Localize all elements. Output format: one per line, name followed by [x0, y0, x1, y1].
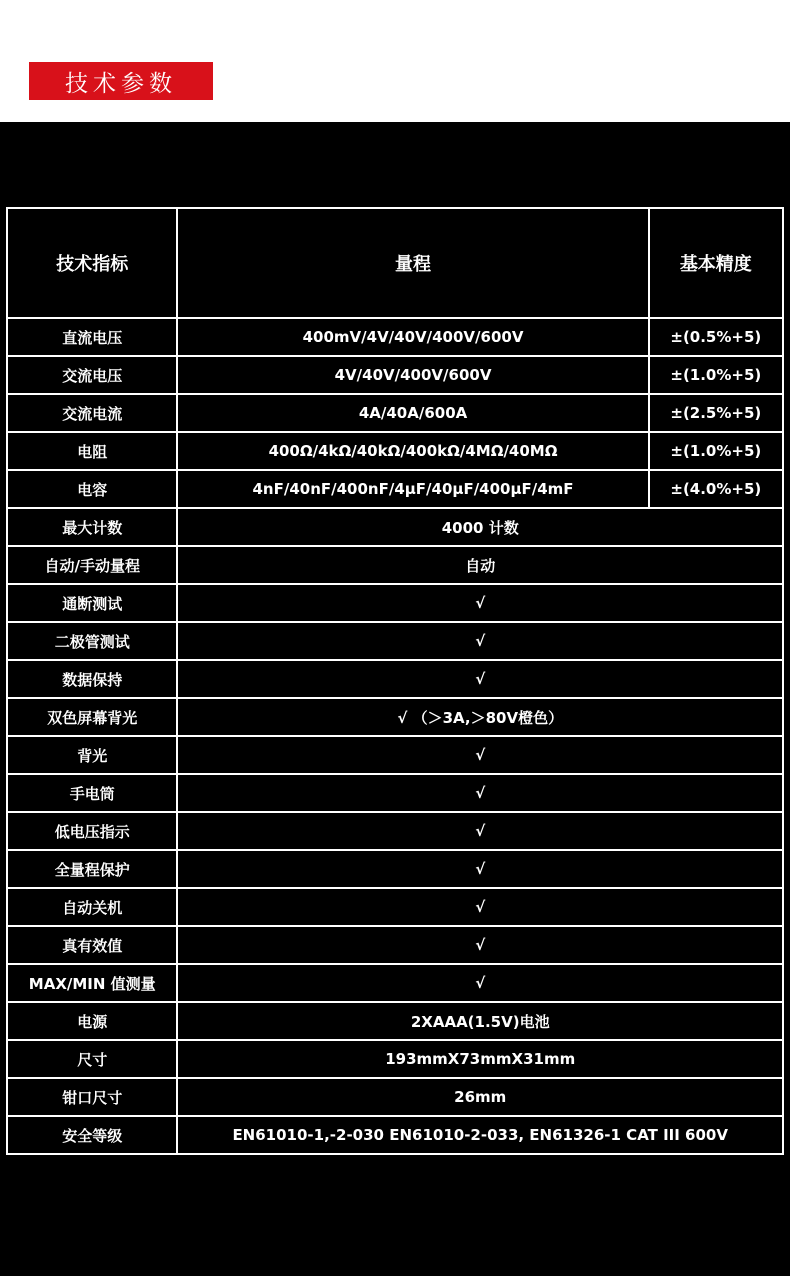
table-row	[7, 1040, 783, 1078]
spec-value-cell: √	[177, 964, 783, 1002]
column-header-range: 量程	[177, 208, 648, 318]
spec-value-cell: √	[177, 736, 783, 774]
table-row	[7, 926, 783, 964]
spec-value-cell: EN61010-1,-2-030 EN61010-2-033, EN61326-1 CAT III 600V	[177, 1116, 783, 1154]
column-header-accuracy: 基本精度	[649, 208, 783, 318]
spec-name-cell: 背光	[7, 736, 177, 774]
spec-name-cell: 交流电压	[7, 356, 177, 394]
spec-name-cell: 电容	[7, 470, 177, 508]
spec-name-cell: 安全等级	[7, 1116, 177, 1154]
accuracy-cell: ±(1.0%+5)	[649, 432, 783, 470]
section-title-badge: 技术参数	[29, 62, 213, 100]
table-row	[7, 622, 783, 660]
spec-name-cell: 数据保持	[7, 660, 177, 698]
spec-name-cell: 尺寸	[7, 1040, 177, 1078]
spec-name-cell: 手电筒	[7, 774, 177, 812]
spec-name-cell: MAX/MIN 值测量	[7, 964, 177, 1002]
table-row	[7, 812, 783, 850]
spec-value-cell: √ （＞3A,＞80V橙色）	[177, 698, 783, 736]
table-row	[7, 774, 783, 812]
spec-name-cell: 最大计数	[7, 508, 177, 546]
spec-value-cell: √	[177, 774, 783, 812]
table-row	[7, 660, 783, 698]
spec-name-cell: 电阻	[7, 432, 177, 470]
range-cell: 400mV/4V/40V/400V/600V	[177, 318, 648, 356]
table-row	[7, 964, 783, 1002]
spec-name-cell: 低电压指示	[7, 812, 177, 850]
column-header-spec: 技术指标	[7, 208, 177, 318]
table-row	[7, 1078, 783, 1116]
spec-value-cell: √	[177, 584, 783, 622]
spec-value-cell: √	[177, 812, 783, 850]
spec-value-cell: √	[177, 622, 783, 660]
spec-name-cell: 双色屏幕背光	[7, 698, 177, 736]
range-cell: 4A/40A/600A	[177, 394, 648, 432]
table-row	[7, 318, 783, 356]
spec-value-cell: 4000 计数	[177, 508, 783, 546]
table-row	[7, 888, 783, 926]
table-body	[7, 318, 783, 1154]
spec-value-cell: √	[177, 660, 783, 698]
spec-name-cell: 钳口尺寸	[7, 1078, 177, 1116]
spec-name-cell: 真有效值	[7, 926, 177, 964]
spec-value-cell: 自动	[177, 546, 783, 584]
table-row	[7, 1116, 783, 1154]
spec-value-cell: √	[177, 888, 783, 926]
range-cell: 4nF/40nF/400nF/4μF/40μF/400μF/4mF	[177, 470, 648, 508]
table-row	[7, 850, 783, 888]
range-cell: 400Ω/4kΩ/40kΩ/400kΩ/4MΩ/40MΩ	[177, 432, 648, 470]
spec-name-cell: 自动关机	[7, 888, 177, 926]
spec-value-cell: √	[177, 926, 783, 964]
table-row	[7, 1002, 783, 1040]
spec-name-cell: 电源	[7, 1002, 177, 1040]
spec-value-cell: 193mmX73mmX31mm	[177, 1040, 783, 1078]
table-row	[7, 508, 783, 546]
table-row	[7, 470, 783, 508]
spec-name-cell: 二极管测试	[7, 622, 177, 660]
spec-name-cell: 通断测试	[7, 584, 177, 622]
accuracy-cell: ±(0.5%+5)	[649, 318, 783, 356]
table-row	[7, 546, 783, 584]
spec-name-cell: 全量程保护	[7, 850, 177, 888]
table-row	[7, 432, 783, 470]
spec-name-cell: 交流电流	[7, 394, 177, 432]
table-row	[7, 698, 783, 736]
table-row	[7, 356, 783, 394]
table-row	[7, 394, 783, 432]
accuracy-cell: ±(4.0%+5)	[649, 470, 783, 508]
range-cell: 4V/40V/400V/600V	[177, 356, 648, 394]
accuracy-cell: ±(1.0%+5)	[649, 356, 783, 394]
spec-name-cell: 自动/手动量程	[7, 546, 177, 584]
spec-table	[6, 207, 784, 1155]
accuracy-cell: ±(2.5%+5)	[649, 394, 783, 432]
spec-value-cell: 2XAAA(1.5V)电池	[177, 1002, 783, 1040]
spec-value-cell: √	[177, 850, 783, 888]
spec-name-cell: 直流电压	[7, 318, 177, 356]
white-header-band	[0, 0, 790, 122]
table-row	[7, 584, 783, 622]
table-row	[7, 736, 783, 774]
table-header-row	[7, 208, 783, 318]
spec-value-cell: 26mm	[177, 1078, 783, 1116]
